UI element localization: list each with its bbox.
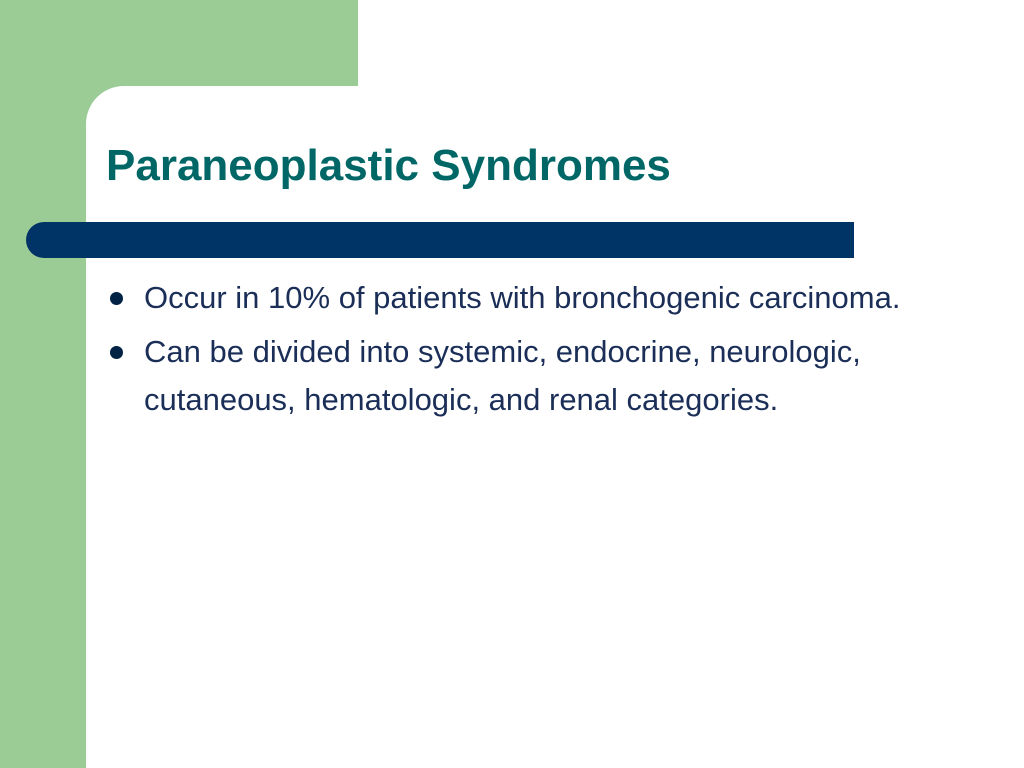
bullet-text: Occur in 10% of patients with bronchogenic carcinoma. — [144, 280, 901, 315]
bullet-item — [106, 328, 926, 424]
title-underline-bar — [26, 222, 854, 258]
bullet-list — [106, 274, 926, 430]
green-accent-header — [0, 0, 358, 86]
green-accent-sidebar — [0, 0, 86, 768]
bullet-item — [106, 274, 926, 322]
slide-title: Paraneoplastic Syndromes — [106, 141, 671, 190]
bullet-dot-icon — [110, 292, 123, 305]
bullet-text: Can be divided into systemic, endocrine, neurologic, cutaneous, hematologic, and renal categories. — [144, 334, 861, 417]
bullet-dot-icon — [110, 346, 123, 359]
